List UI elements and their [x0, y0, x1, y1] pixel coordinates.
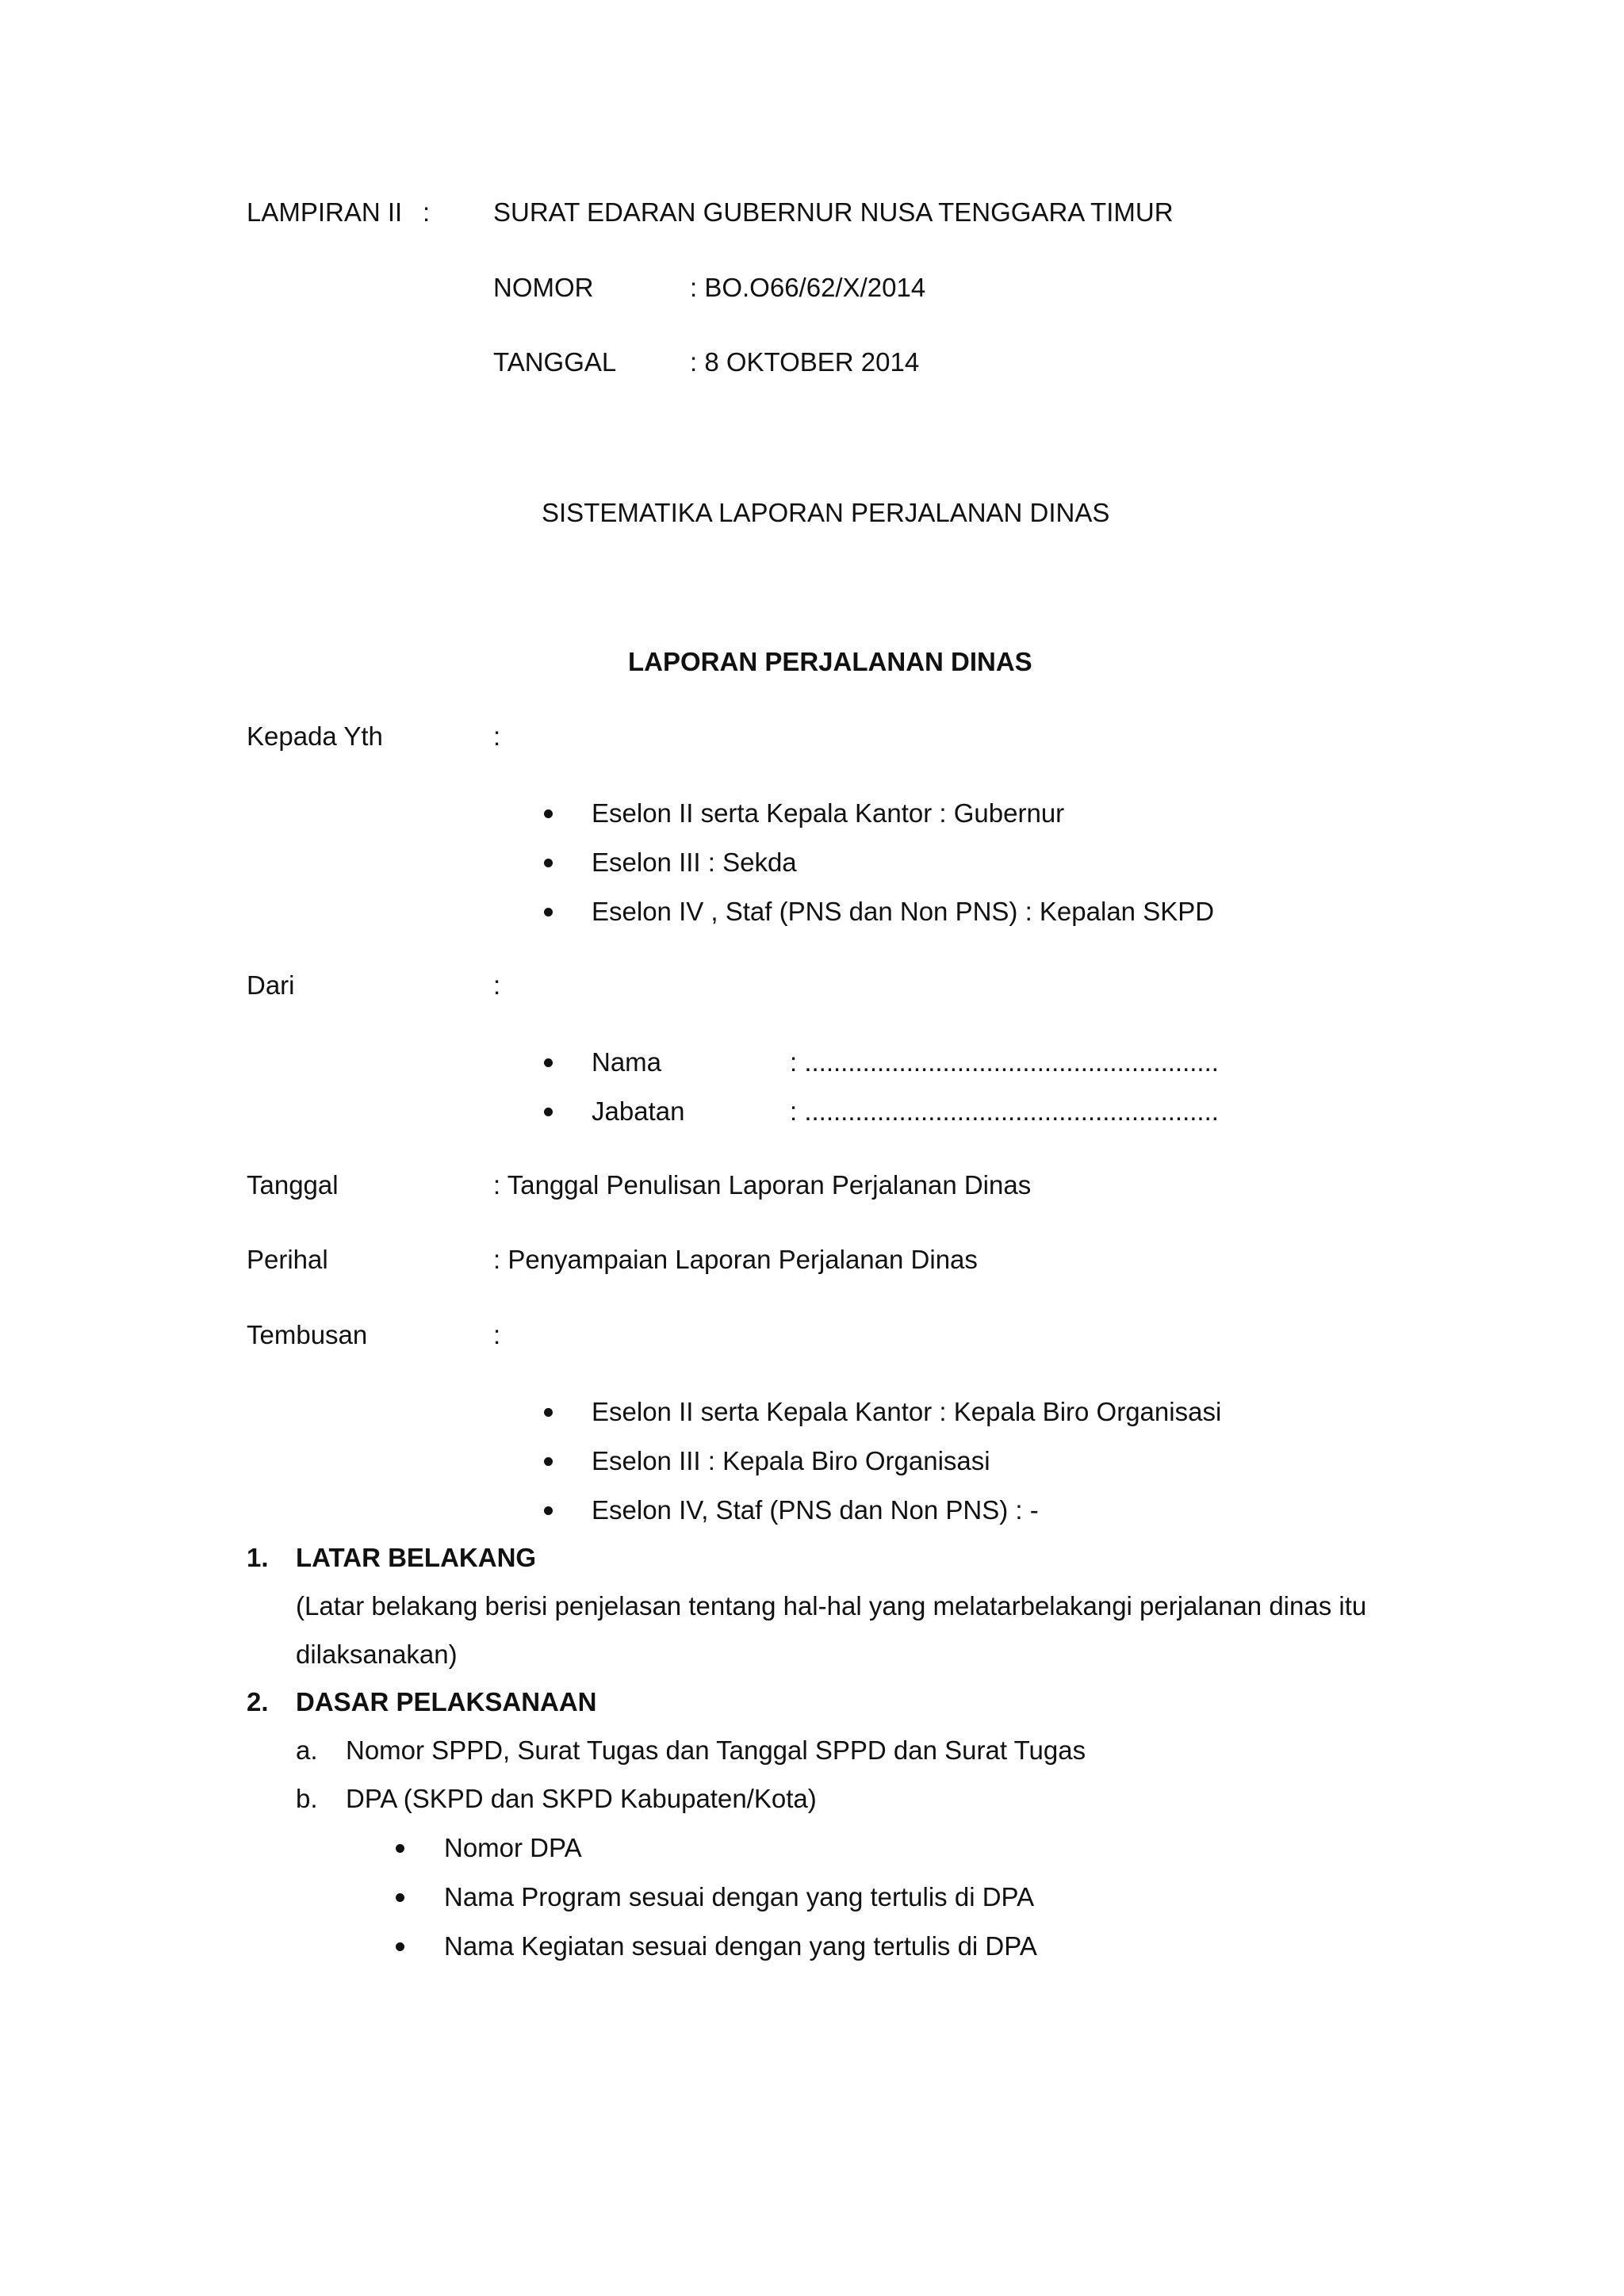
tembusan-label: Tembusan	[247, 1320, 368, 1349]
sub-item-marker: a.	[296, 1735, 318, 1765]
section-heading: LATAR BELAKANG	[296, 1543, 537, 1572]
bullet-icon	[544, 1506, 553, 1515]
kepada-item: Eselon IV , Staf (PNS dan Non PNS) : Kepalan SKPD	[592, 897, 1215, 926]
dpa-item: Nomor DPA	[444, 1833, 582, 1862]
tanggal-value: : Tanggal Penulisan Laporan Perjalanan Dinas	[493, 1170, 1032, 1200]
sub-item-marker: b.	[296, 1784, 318, 1813]
tanggal-header-label: TANGGAL	[493, 347, 617, 377]
dari-jabatan-value: : .........................................................	[790, 1096, 1219, 1126]
bullet-icon	[544, 1058, 553, 1067]
bullet-icon	[544, 859, 553, 867]
bullet-icon	[396, 1893, 404, 1902]
sub-item-text: Nomor SPPD, Surat Tugas dan Tanggal SPPD dan Surat Tugas	[346, 1735, 1086, 1765]
bullet-icon	[544, 1457, 553, 1466]
perihal-label: Perihal	[247, 1245, 328, 1274]
bullet-icon	[396, 1942, 404, 1951]
kepada-item: Eselon III : Sekda	[592, 848, 797, 877]
tanggal-label: Tanggal	[247, 1170, 339, 1200]
bullet-icon	[396, 1844, 404, 1853]
dari-label: Dari	[247, 970, 295, 1000]
sub-item-text: DPA (SKPD dan SKPD Kabupaten/Kota)	[346, 1784, 817, 1813]
section-body: dilaksanakan)	[296, 1640, 458, 1669]
bullet-icon	[544, 1408, 553, 1417]
dari-jabatan-label: Jabatan	[592, 1096, 685, 1126]
lampiran-colon: :	[423, 197, 431, 227]
tembusan-colon: :	[493, 1320, 501, 1349]
bullet-icon	[544, 1108, 553, 1116]
report-title: LAPORAN PERJALANAN DINAS	[628, 647, 1032, 676]
kepada-label: Kepada Yth	[247, 721, 383, 751]
tembusan-item: Eselon IV, Staf (PNS dan Non PNS) : -	[592, 1495, 1039, 1525]
kepada-colon: :	[493, 721, 501, 751]
dari-colon: :	[493, 970, 501, 1000]
section-heading: DASAR PELAKSANAAN	[296, 1687, 597, 1716]
perihal-value: : Penyampaian Laporan Perjalanan Dinas	[493, 1245, 978, 1274]
document-subtitle: SISTEMATIKA LAPORAN PERJALANAN DINAS	[542, 498, 1110, 527]
tembusan-item: Eselon II serta Kepala Kantor : Kepala Biro Organisasi	[592, 1397, 1222, 1426]
bullet-icon	[544, 809, 553, 818]
lampiran-label: LAMPIRAN II	[247, 197, 403, 227]
dpa-item: Nama Kegiatan sesuai dengan yang tertulis di DPA	[444, 1931, 1037, 1961]
section-number: 2.	[247, 1687, 269, 1716]
tanggal-header-value: : 8 OKTOBER 2014	[690, 347, 920, 377]
dpa-item: Nama Program sesuai dengan yang tertulis di DPA	[444, 1882, 1035, 1911]
nomor-label: NOMOR	[493, 273, 594, 302]
tembusan-item: Eselon III : Kepala Biro Organisasi	[592, 1446, 990, 1475]
kepada-item: Eselon II serta Kepala Kantor : Gubernur	[592, 798, 1065, 828]
dari-nama-label: Nama	[592, 1047, 662, 1077]
section-body: (Latar belakang berisi penjelasan tentang hal-hal yang melatarbelakangi perjalanan dinas itu	[296, 1591, 1367, 1621]
section-number: 1.	[247, 1543, 269, 1572]
nomor-value: : BO.O66/62/X/2014	[690, 273, 926, 302]
lampiran-value: SURAT EDARAN GUBERNUR NUSA TENGGARA TIMUR	[493, 197, 1174, 227]
bullet-icon	[544, 908, 553, 916]
dari-nama-value: : .........................................................	[790, 1047, 1219, 1077]
